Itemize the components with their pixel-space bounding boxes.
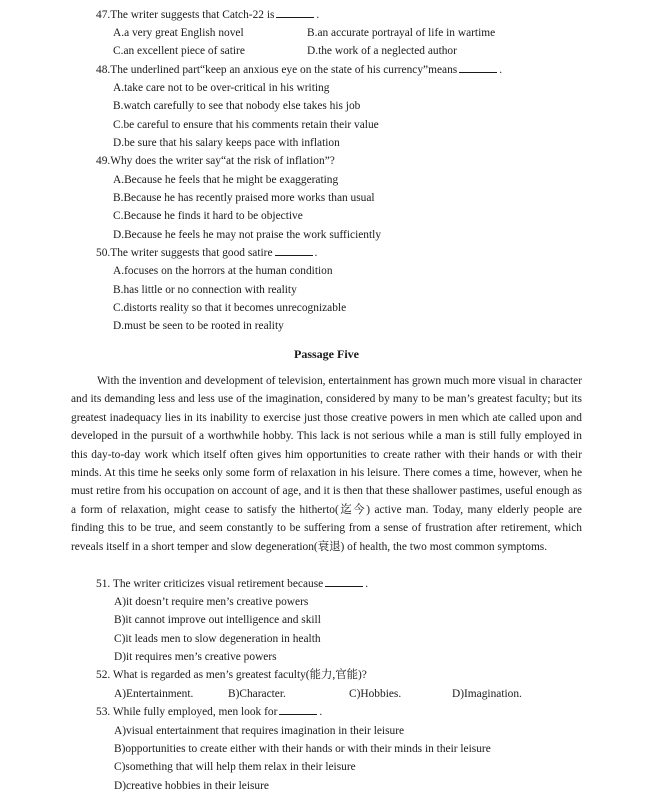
question-50-text: 50.The writer suggests that good satire [96, 247, 273, 259]
question-53-stem [96, 705, 322, 719]
question-52-stem: 52. What is regarded as men’s greatest faculty(能力,官能)? [96, 669, 367, 681]
question-47-option-a: A.a very great English novel [113, 27, 244, 39]
question-48-option-d: D.be sure that his salary keeps pace with inflation [113, 137, 340, 149]
question-51-text: 51. The writer criticizes visual retirement because [96, 578, 324, 590]
answer-blank [325, 577, 363, 587]
question-48-stem [96, 63, 502, 77]
answer-blank [276, 8, 314, 18]
question-50-option-a: A.focuses on the horrors at the human condition [113, 265, 333, 277]
question-48-option-a: A.take care not to be over-critical in his writing [113, 82, 330, 94]
question-50-option-d: D.must be seen to be rooted in reality [113, 320, 284, 332]
question-47-option-d: D.the work of a neglected author [307, 45, 457, 57]
question-51-stem [96, 577, 368, 591]
question-51-option-d: D)it requires men’s creative powers [114, 651, 277, 663]
passage-title: Passage Five [294, 347, 359, 361]
question-52-option-b: B)Character. [228, 688, 286, 700]
question-49-option-b: B.Because he has recently praised more works than usual [113, 192, 375, 204]
question-50-option-c: C.distorts reality so that it becomes unrecognizable [113, 302, 347, 314]
question-48-end: . [499, 64, 503, 76]
question-47-text: 47.The writer suggests that Catch-22 is [96, 9, 275, 21]
question-50-stem [96, 246, 317, 260]
question-52-option-d: D)Imagination. [452, 688, 522, 700]
question-49-option-d: D.Because he feels he may not praise the work sufficiently [113, 229, 382, 241]
passage-body: With the invention and development of television, entertainment has grown much more visual in character and its demanding less and less use of the imagination, considered by many to be man’s greatest faculty; but its greatest inadequacy lies in its inability to exercise just those creative powers in men which ate called upon and developed in the pursuit of a worthwhile hobby. This lack is not serious while a man is still fully employed in this day-to-day work which itself often gives him opportunities to create rather with their hands or with their minds. At this time he seeks only some form of relaxation in his leisure. There comes a time, however, when he must retire from his occupation on account of age, and it is then that these shallower pastimes, useful enough as a form of relaxation, might cease to satisfy the hitherto(迄今) active man. Today, many elderly people are finding this to be true, and seem constantly to be suffering from a sense of frustration after retirement, which reveals itself in a short temper and slow degeneration(衰退) of health, the two most common symptoms. [71, 375, 582, 553]
question-53-text: 53. While fully employed, men look for [96, 706, 278, 718]
question-51-option-c: C)it leads men to slow degeneration in health [114, 633, 321, 645]
question-51-option-b: B)it cannot improve out intelligence and skill [114, 614, 321, 626]
answer-blank [275, 246, 313, 256]
question-50-option-b: B.has little or no connection with reality [113, 284, 297, 296]
question-53-end: . [319, 706, 323, 718]
question-53-option-b: B)opportunities to create either with their hands or with their minds in their leisure [114, 743, 491, 755]
question-53-option-c: C)something that will help them relax in their leisure [114, 761, 356, 773]
question-51-end: . [365, 578, 369, 590]
question-52-option-a: A)Entertainment. [114, 688, 194, 700]
question-48-text: 48.The underlined part“keep an anxious eye on the state of his currency”means [96, 64, 458, 76]
question-51-option-a: A)it doesn’t require men’s creative powers [114, 596, 309, 608]
question-47-stem [96, 8, 319, 22]
answer-blank [459, 63, 497, 73]
question-47-end: . [316, 9, 320, 21]
question-47-option-c: C.an excellent piece of satire [113, 45, 245, 57]
answer-blank [279, 705, 317, 715]
question-49-stem: 49.Why does the writer say“at the risk of inflation”? [96, 155, 335, 167]
question-53-option-a: A)visual entertainment that requires imagination in their leisure [114, 725, 405, 737]
question-50-end: . [314, 247, 318, 259]
question-49-option-c: C.Because he finds it hard to be objective [113, 210, 303, 222]
question-48-option-b: B.watch carefully to see that nobody else takes his job [113, 100, 361, 112]
question-53-option-d: D)creative hobbies in their leisure [114, 780, 269, 792]
question-49-option-a: A.Because he feels that he might be exaggerating [113, 174, 339, 186]
question-52-option-c: C)Hobbies. [349, 688, 402, 700]
question-48-option-c: C.be careful to ensure that his comments retain their value [113, 119, 379, 131]
question-47-option-b: B.an accurate portrayal of life in wartime [307, 27, 496, 39]
